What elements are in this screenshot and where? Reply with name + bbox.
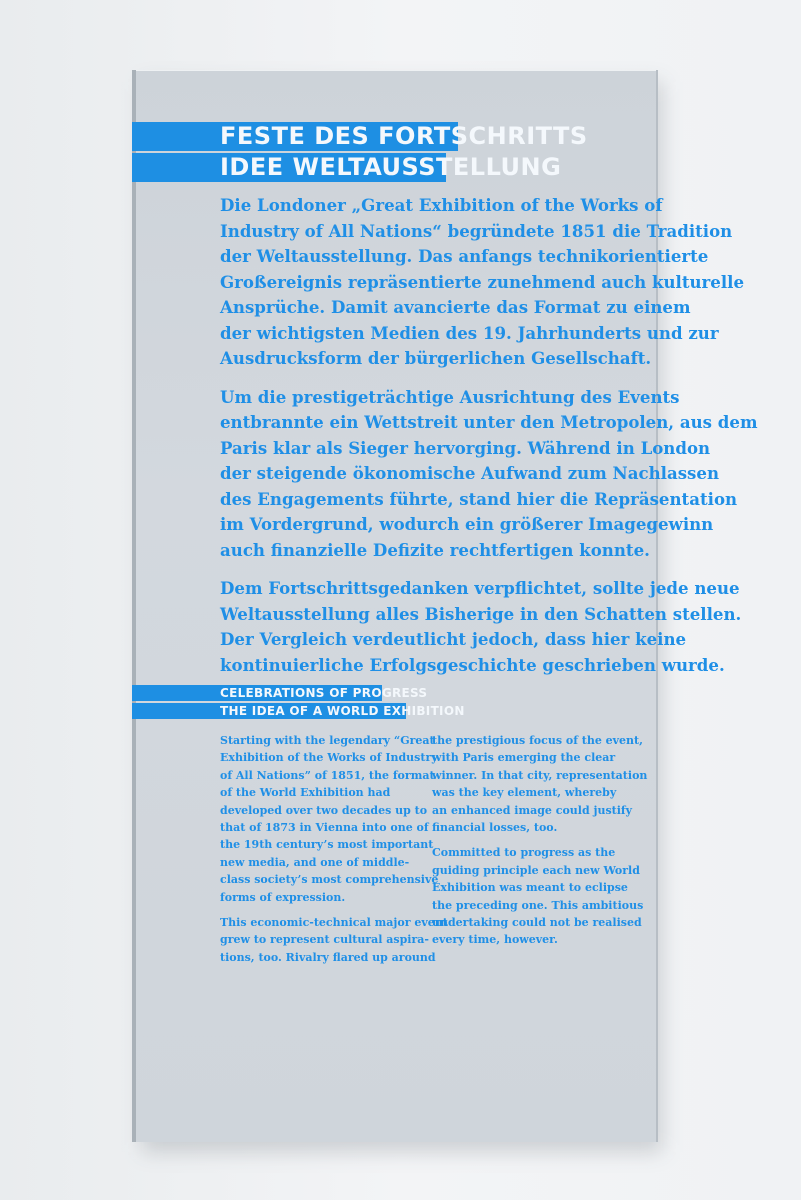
english-right-paragraph-1: the prestigious focus of the event, with Paris emerging the clear winner. In that city, representation was the key element, whereby an enhanced image could justify financial losses, too. [432, 734, 648, 835]
english-left-column [220, 732, 448, 974]
german-heading-line-2: IDEE WELTAUSSTELLUNG [132, 153, 446, 182]
english-heading [132, 685, 465, 721]
german-paragraph-3: Dem Fortschrittsgedanken verpflichtet, sollte jede neue Weltausstellung alles Bisherige in den Schatten stellen. Der Vergleich verdeutlicht jedoch, dass hier keine kontinuierliche Erfolgsgeschichte geschrieben wurde. [220, 578, 742, 675]
english-left-paragraph-2: This economic-technical major event grew to represent cultural aspira- tions, too. Rivalry flared up around [220, 916, 448, 964]
german-heading [132, 122, 588, 184]
german-paragraph-2: Um die prestigeträchtige Ausrichtung des Events entbrannte ein Wettstreit unter den Metropolen, aus dem Paris klar als Sieger hervorging. Während in London der steigende ökonomische Aufwand zum Nachlassen des Engagements führte, stand hier die Repräsentation im Vordergrund, wodurch ein größerer Imagegewinn auch finanzielle Defizite rechtfertigen konnte. [220, 386, 758, 560]
panel-edge [132, 70, 136, 1142]
german-paragraph-1: Die Londoner „Great Exhibition of the Works of Industry of All Nations“ begründete 1851 die Tradition der Weltausstellung. Das anfangs technikorientierte Großereignis repräsentierte zunehmend auch kulturelle Ansprüche. Damit avancierte das Format zu einem der wichtigsten Medien des 19. Jahrhunderts und zur Ausdrucksform der bürgerlichen Gesellschaft. [220, 195, 745, 368]
german-heading-line-1: FESTE DES FORTSCHRITTS [132, 122, 458, 151]
english-left-paragraph-1: Starting with the legendary “Great Exhibition of the Works of Industry of All Nations” of 1851, the format of the World Exhibition had developed over two decades up to that of 1873 in Vienna into one of the 19th century’s most important new media, and one of middle- class society’s most comprehensive forms of expression. [220, 734, 439, 904]
english-right-paragraph-2: Committed to progress as the guiding principle each new World Exhibition was meant to eclipse the preceding one. This ambitious undertaking could not be realised every time, however. [432, 846, 644, 947]
german-body-text [220, 193, 758, 691]
english-heading-line-1: CELEBRATIONS OF PROGRESS [132, 685, 382, 701]
english-heading-line-2: THE IDEA OF A WORLD EXHIBITION [132, 703, 406, 719]
english-right-column [432, 732, 648, 957]
